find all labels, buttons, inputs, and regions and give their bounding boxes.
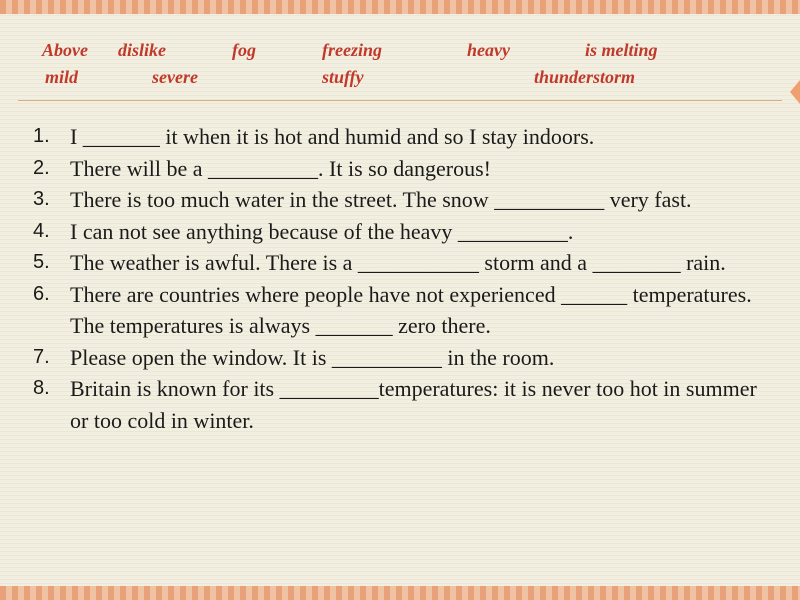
exercise-item [33,342,773,374]
item-text: There are countries where people have not experienced ______ temperatures. The temperatures is always _______ zero there. [70,281,752,338]
divider [18,100,782,101]
exercise-item [33,247,773,279]
item-text: I can not see anything because of the heavy __________. [70,218,574,244]
word-bank-word: severe [152,67,198,87]
word-bank-word: dislike [118,40,166,60]
item-number: 7. [33,345,50,368]
exercise-list [33,121,773,436]
item-text: The weather is awful. There is a ___________ storm and a ________ rain. [70,250,726,275]
exercise-item [33,279,773,342]
word-bank-word: stuffy [322,67,364,87]
item-text: There is too much water in the street. The snow __________ very fast. [70,187,692,212]
word-bank-word: heavy [467,40,510,60]
word-bank-word: fog [232,40,256,60]
word-bank-word: freezing [322,40,382,60]
bottom-accent-bar [0,586,800,600]
exercise-item [33,216,773,248]
item-number: 1. [33,125,50,147]
word-bank-word: thunderstorm [534,67,636,87]
word-bank-word: mild [45,67,79,87]
item-number: 4. [33,219,50,242]
item-text: I _______ it when it is hot and humid and so I stay indoors. [70,124,595,149]
exercise-item [33,121,773,153]
exercise-item [33,373,773,436]
item-number: 2. [33,156,50,179]
exercise-item [33,153,773,185]
word-bank-word: is melting [585,40,658,60]
item-number: 6. [33,282,50,305]
item-number: 3. [33,188,50,210]
item-text: There will be a __________. It is so dangerous! [70,155,491,181]
item-number: 8. [33,377,50,399]
item-number: 5. [33,251,50,273]
item-text: Please open the window. It is __________ in the room. [70,344,555,370]
exercise-item [33,184,773,216]
word-bank-word: Above [42,40,88,60]
word-bank [0,0,800,100]
item-text: Britain is known for its _________temperatures: it is never too hot in summer or too cold in winter. [70,376,757,433]
